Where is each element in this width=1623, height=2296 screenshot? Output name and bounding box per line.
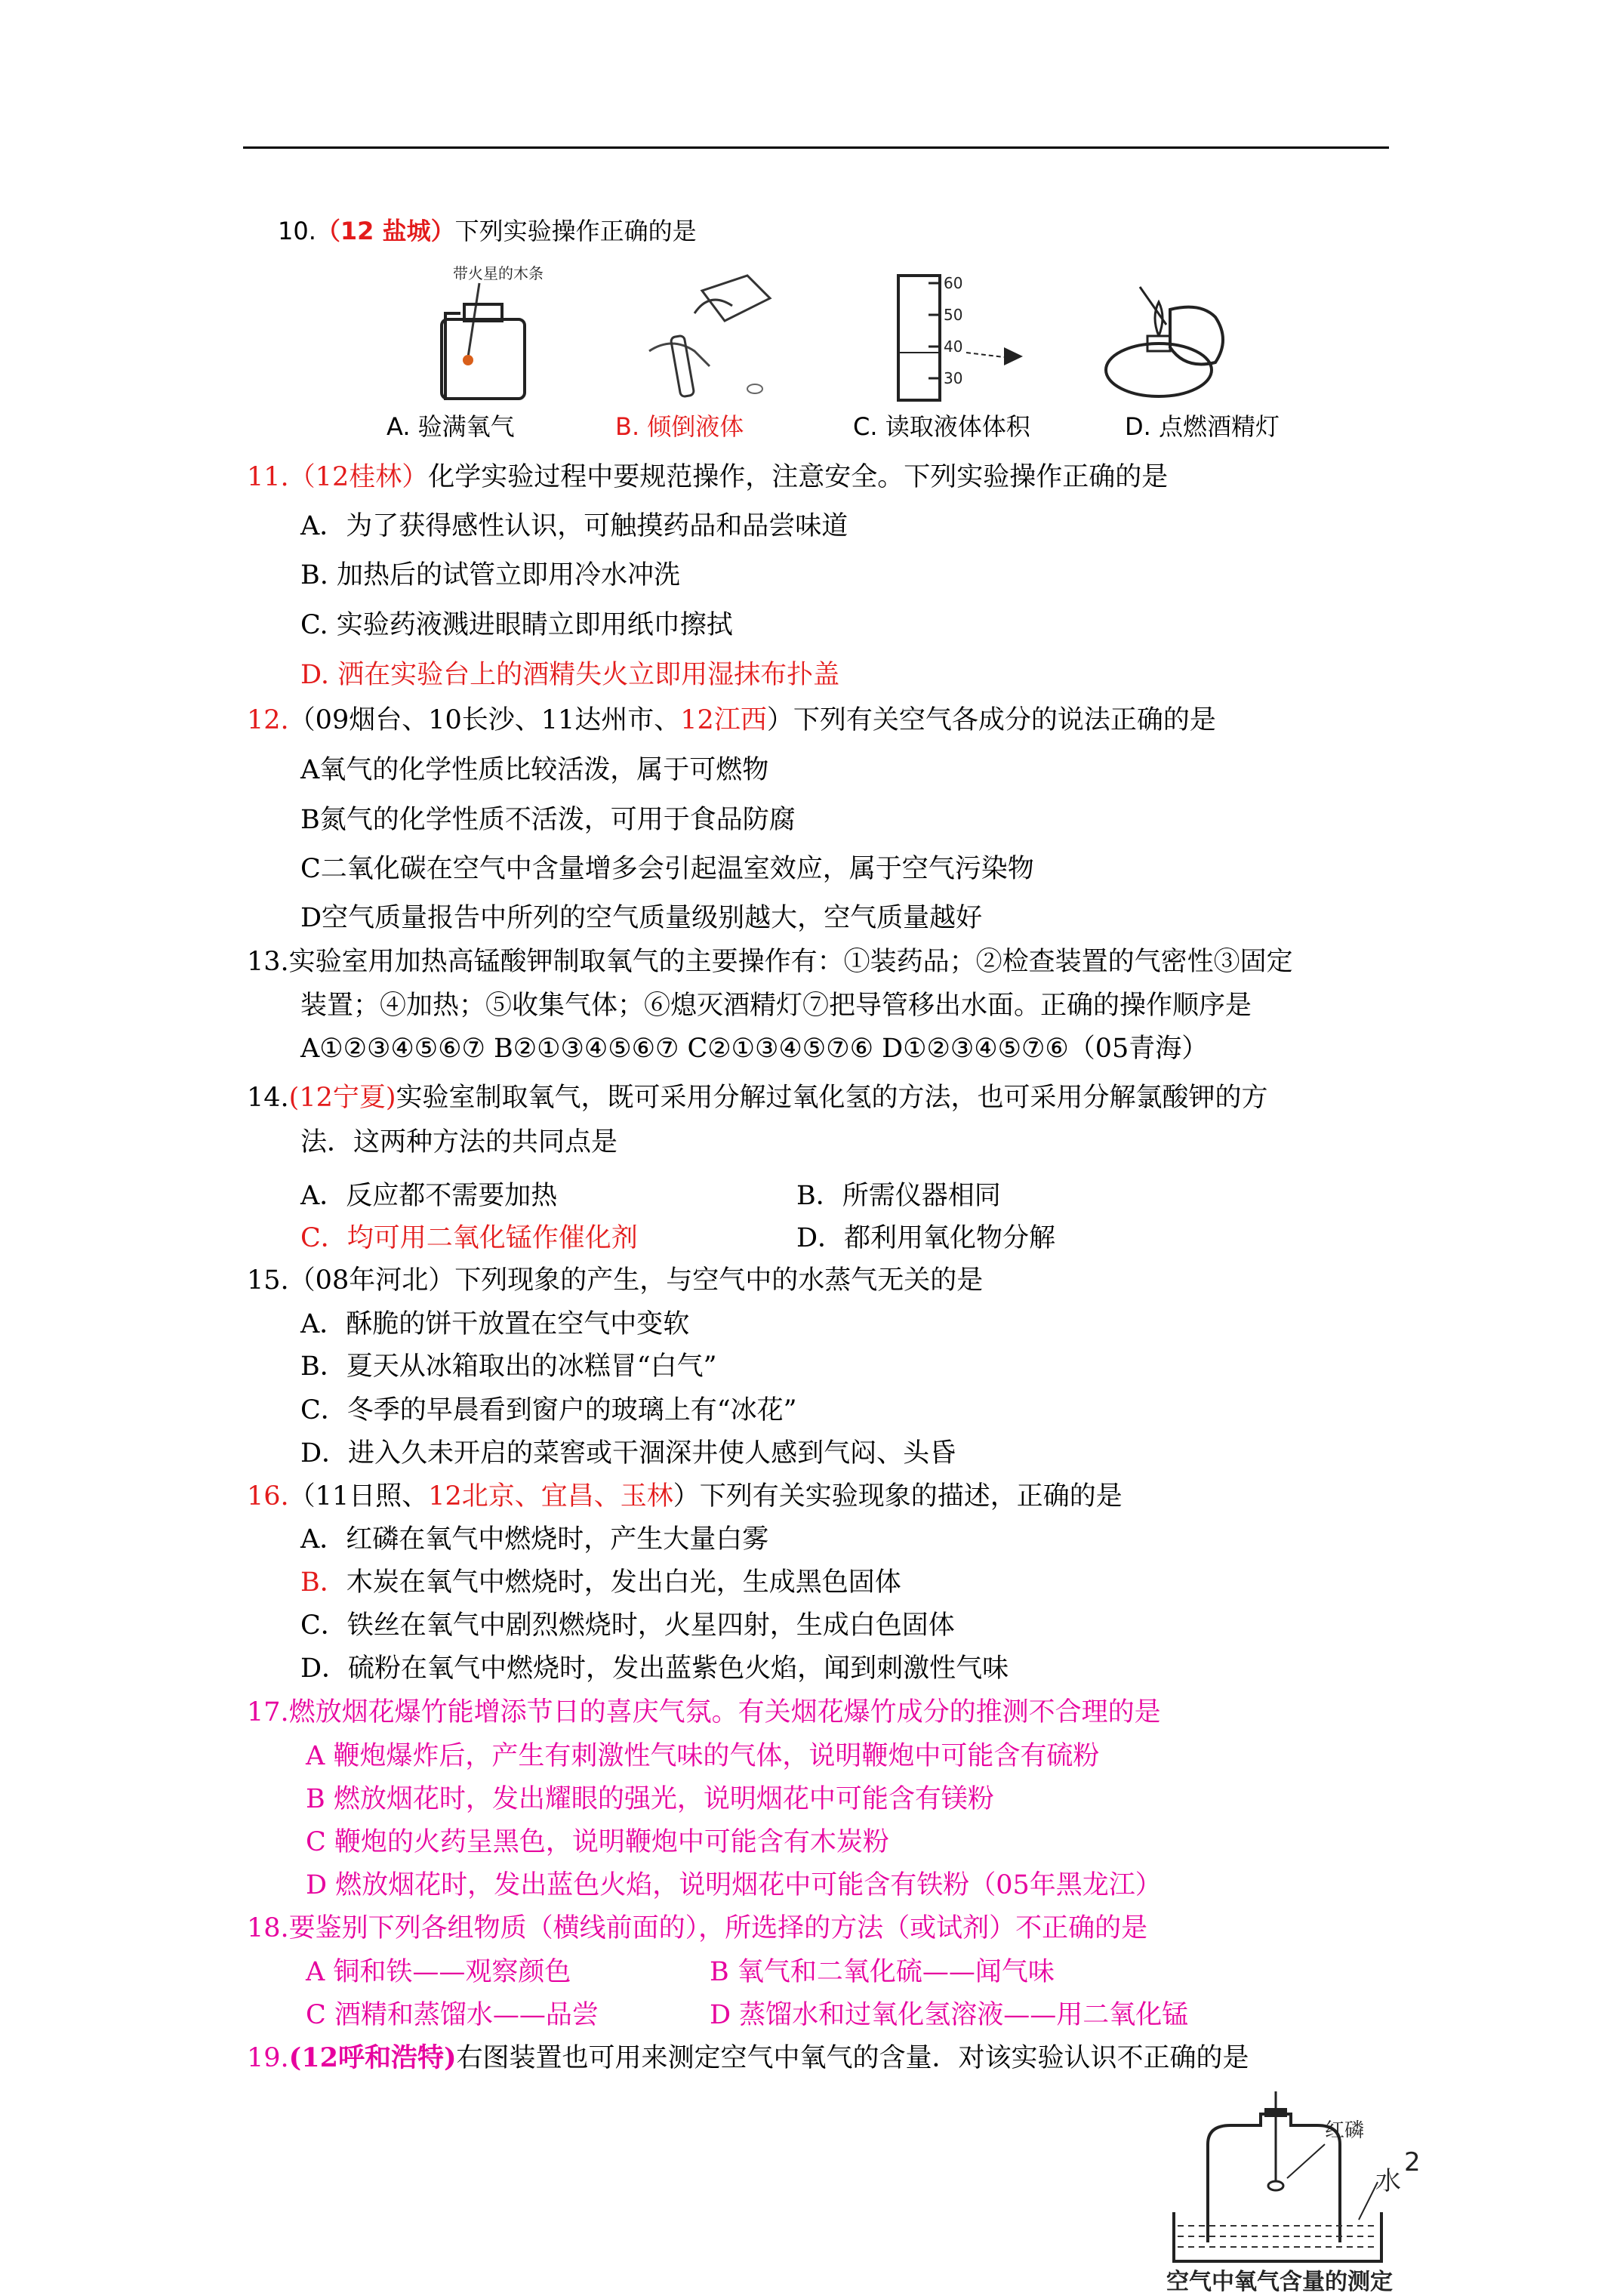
q15-option-a: A．酥脆的饼干放置在空气中变软 bbox=[300, 1309, 690, 1339]
q10-tick-30: 30 bbox=[944, 369, 963, 387]
q16-source-suffix: ） bbox=[673, 1481, 700, 1512]
q12-number: 12. bbox=[247, 705, 289, 735]
q17-option-c: C 鞭炮的火药呈黑色，说明鞭炮中可能含有木炭粉 bbox=[306, 1827, 889, 1857]
q10-option-d: D. 点燃酒精灯 bbox=[1125, 412, 1280, 441]
q19-figure-caption: 空气中氧气含量的测定 bbox=[1166, 2269, 1393, 2295]
q15-stem-line bbox=[247, 1265, 983, 1296]
q14-option-b: B．所需仪器相同 bbox=[796, 1181, 1001, 1211]
q14-stem-line-2: 法．这两种方法的共同点是 bbox=[300, 1127, 618, 1157]
q18-stem: 要鉴别下列各组物质（横线前面的），所选择的方法（或试剂）不正确的是 bbox=[288, 1913, 1148, 1943]
q13-number: 13. bbox=[247, 947, 289, 977]
q10-figure-alcohol-lamp bbox=[1095, 264, 1261, 404]
q14-source: (12宁夏) bbox=[288, 1083, 396, 1113]
q19-stem: 右图装置也可用来测定空气中氧气的含量．对该实验认识不正确的是 bbox=[456, 2043, 1249, 2073]
q10-number: 10. bbox=[278, 217, 316, 245]
q17-option-a: A 鞭炮爆炸后，产生有刺激性气味的气体，说明鞭炮中可能含有硫粉 bbox=[306, 1741, 1100, 1771]
q12-stem: 下列有关空气各成分的说法正确的是 bbox=[793, 705, 1216, 735]
q15-stem: （08年河北）下列现象的产生，与空气中的水蒸气无关的是 bbox=[288, 1265, 984, 1296]
q12-source-prefix: （09烟台、10长沙、11达州市、 bbox=[288, 705, 681, 735]
q19-number: 19. bbox=[247, 2043, 289, 2073]
q14-option-d: D．都利用氧化物分解 bbox=[796, 1223, 1056, 1253]
q16-option-b-letter: B． bbox=[300, 1567, 346, 1598]
q10-tick-40: 40 bbox=[944, 337, 963, 356]
q17-option-b: B 燃放烟花时，发出耀眼的强光，说明烟花中可能含有镁粉 bbox=[306, 1784, 994, 1814]
q19-figure-apparatus bbox=[1163, 2091, 1449, 2295]
q11-stem: 化学实验过程中要规范操作，注意安全。下列实验操作正确的是 bbox=[428, 462, 1169, 492]
q12-stem-line bbox=[247, 705, 1216, 735]
q10-tick-60: 60 bbox=[944, 274, 963, 292]
q10-stem-line bbox=[278, 216, 697, 246]
header-rule bbox=[243, 146, 1389, 149]
q15-option-b: B．夏天从冰箱取出的冰糕冒“白气” bbox=[300, 1351, 717, 1382]
q19-label-water: 水 bbox=[1375, 2166, 1401, 2196]
q17-stem: 燃放烟花爆竹能增添节日的喜庆气氛。有关烟花爆竹成分的推测不合理的是 bbox=[288, 1697, 1161, 1727]
q18-option-a: A 铜和铁——观察颜色 bbox=[306, 1957, 571, 1987]
q12-source-suffix: ） bbox=[766, 705, 793, 735]
q19-source: (12呼和浩特) bbox=[288, 2042, 457, 2073]
q10-option-b: B. 倾倒液体 bbox=[615, 412, 744, 441]
q19-label-phosphorus: 红磷 bbox=[1325, 2119, 1365, 2142]
q13-line-1 bbox=[247, 947, 1293, 977]
q13-text-1: 实验室用加热高锰酸钾制取氧气的主要操作有：①装药品；②检查装置的气密性③固定 bbox=[288, 947, 1293, 977]
q14-option-c: C．均可用二氧化锰作催化剂 bbox=[300, 1223, 638, 1253]
q12-option-d: D空气质量报告中所列的空气质量级别越大，空气质量越好 bbox=[300, 903, 983, 933]
q11-option-d: D. 洒在实验台上的酒精失火立即用湿抹布扑盖 bbox=[300, 660, 840, 690]
q12-source-red: 12江西 bbox=[680, 705, 767, 735]
q15-option-c: C．冬季的早晨看到窗户的玻璃上有“冰花” bbox=[300, 1395, 797, 1425]
q16-source-red: 12北京、宜昌、玉林 bbox=[428, 1481, 673, 1512]
q11-stem-line bbox=[247, 462, 1168, 492]
q12-option-b: B氮气的化学性质不活泼，可用于食品防腐 bbox=[300, 805, 796, 835]
q16-stem-line bbox=[247, 1481, 1123, 1512]
q10-stem: 下列实验操作正确的是 bbox=[454, 217, 697, 245]
q19-superscript: 2 bbox=[1404, 2147, 1421, 2177]
q16-option-c: C．铁丝在氧气中剧烈燃烧时，火星四射，生成白色固体 bbox=[300, 1610, 955, 1641]
q14-option-a: A．反应都不需要加热 bbox=[300, 1181, 558, 1211]
q16-option-b-text: 木炭在氧气中燃烧时，发出白光，生成黑色固体 bbox=[346, 1567, 901, 1598]
q14-stem-line-1 bbox=[247, 1083, 1268, 1113]
q12-option-c: C二氧化碳在空气中含量增多会引起温室效应，属于空气污染物 bbox=[300, 854, 1034, 884]
q19-stem-line bbox=[247, 2043, 1249, 2073]
q11-number: 11. bbox=[247, 462, 289, 492]
q13-line-3: A①②③④⑤⑥⑦ B②①③④⑤⑥⑦ C②①③④⑤⑦⑥ D①②③④⑤⑦⑥（05青海） bbox=[300, 1034, 1209, 1064]
q18-option-d: D 蒸馏水和过氧化氢溶液——用二氧化锰 bbox=[710, 2000, 1189, 2030]
q18-stem-line bbox=[247, 1913, 1147, 1943]
q10-figure-a-label: 带火星的木条 bbox=[453, 264, 544, 282]
q11-option-b: B. 加热后的试管立即用冷水冲洗 bbox=[300, 560, 680, 590]
q14-stem-1: 实验室制取氧气，既可采用分解过氧化氢的方法，也可采用分解氯酸钾的方 bbox=[396, 1083, 1268, 1113]
q18-option-c: C 酒精和蒸馏水——品尝 bbox=[306, 2000, 599, 2030]
q10-figure-oxygen-test bbox=[423, 260, 596, 404]
q18-number: 18. bbox=[247, 1913, 289, 1943]
q14-number: 14. bbox=[247, 1083, 289, 1113]
q11-option-c: C. 实验药液溅进眼睛立即用纸巾擦拭 bbox=[300, 610, 733, 640]
q16-number: 16. bbox=[247, 1481, 289, 1512]
q10-option-a: A. 验满氧气 bbox=[387, 412, 515, 441]
q17-stem-line bbox=[247, 1697, 1161, 1727]
q16-source-prefix: （11日照、 bbox=[288, 1481, 429, 1512]
q17-number: 17. bbox=[247, 1697, 289, 1727]
q16-option-b bbox=[300, 1567, 901, 1598]
q10-source: （12 盐城） bbox=[316, 217, 455, 245]
q15-number: 15. bbox=[247, 1265, 289, 1296]
q10-tick-50: 50 bbox=[944, 306, 963, 324]
q18-option-b: B 氧气和二氧化硫——闻气味 bbox=[710, 1957, 1055, 1987]
q10-option-c: C. 读取液体体积 bbox=[853, 412, 1030, 441]
q11-source: （12桂林） bbox=[288, 462, 429, 492]
q15-option-d: D．进入久未开启的菜窖或干涸深井使人感到气闷、头昏 bbox=[300, 1438, 956, 1469]
q16-stem: 下列有关实验现象的描述，正确的是 bbox=[699, 1481, 1123, 1512]
q13-line-2: 装置；④加热；⑤收集气体；⑥熄灭酒精灯⑦把导管移出水面。正确的操作顺序是 bbox=[300, 991, 1252, 1021]
q12-option-a: A氧气的化学性质比较活泼，属于可燃物 bbox=[300, 755, 769, 785]
q11-option-a: A．为了获得感性认识，可触摸药品和品尝味道 bbox=[300, 511, 848, 541]
q17-option-d: D 燃放烟花时，发出蓝色火焰，说明烟花中可能含有铁粉（05年黑龙江） bbox=[306, 1870, 1162, 1900]
q16-option-a: A．红磷在氧气中燃烧时，产生大量白雾 bbox=[300, 1524, 769, 1555]
q10-figure-pouring bbox=[604, 260, 800, 404]
q10-figure-cylinder bbox=[883, 268, 1042, 404]
q16-option-d: D．硫粉在氧气中燃烧时，发出蓝紫色火焰，闻到刺激性气味 bbox=[300, 1653, 1009, 1684]
